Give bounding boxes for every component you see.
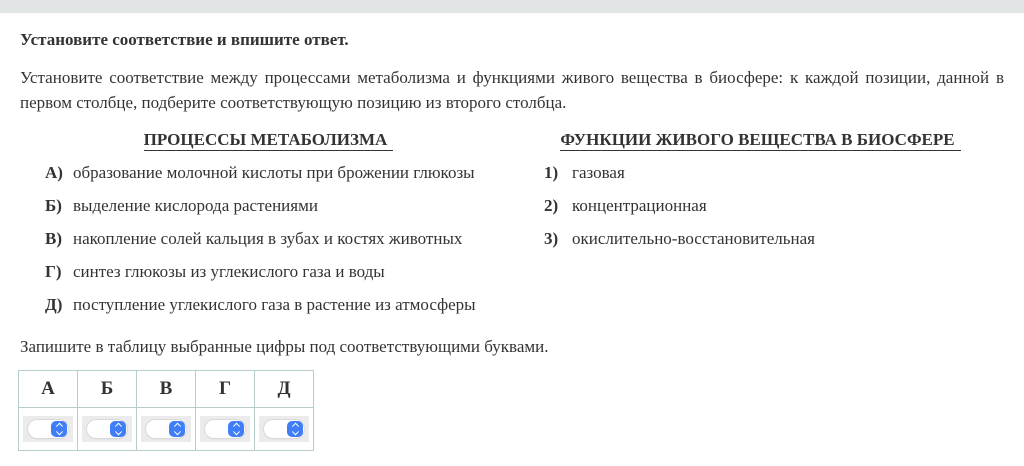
answer-cell-g [196, 408, 255, 451]
answer-cell-a [19, 408, 78, 451]
answer-spinner-b[interactable] [87, 420, 127, 438]
answer-spinner-a[interactable] [28, 420, 68, 438]
option-item-3 [544, 229, 1004, 249]
answer-input-box [82, 416, 132, 442]
option-number: 3) [544, 229, 559, 248]
stepper-button[interactable] [51, 421, 67, 437]
matching-columns [20, 130, 1004, 328]
answer-input-box [200, 416, 250, 442]
list-item-g [45, 262, 517, 282]
item-text: образование молочной кислоты при брожении глюкозы [73, 163, 475, 182]
option-number: 2) [544, 196, 559, 215]
list-item-d [45, 295, 517, 315]
list-item-v [45, 229, 517, 249]
answer-column-header-b: Б [78, 371, 137, 408]
answer-input-box [141, 416, 191, 442]
answer-cell-v [137, 408, 196, 451]
list-item-b [45, 196, 517, 216]
chevron-down-icon [114, 428, 121, 435]
chevron-down-icon [291, 428, 298, 435]
answer-cell-d [255, 408, 314, 451]
answer-table [18, 370, 314, 451]
answer-input-row [19, 408, 314, 451]
answer-column-header-a: А [19, 371, 78, 408]
option-item-1 [544, 163, 1004, 183]
column-metabolism-processes [20, 130, 517, 328]
item-letter: А) [45, 163, 63, 182]
option-number: 1) [544, 163, 559, 182]
item-letter: Г) [45, 262, 62, 281]
option-text: концентрационная [572, 196, 707, 215]
page-title: Установите соответствие и впишите ответ. [20, 30, 349, 49]
column-biosphere-functions [517, 130, 1004, 328]
answer-input-box [259, 416, 309, 442]
option-text: газовая [572, 163, 625, 182]
answer-cell-b [78, 408, 137, 451]
answer-input-a[interactable] [31, 422, 51, 436]
answer-column-header-v: В [137, 371, 196, 408]
answer-column-header-d: Д [255, 371, 314, 408]
item-letter: В) [45, 229, 62, 248]
chevron-down-icon [232, 428, 239, 435]
answer-input-d[interactable] [267, 422, 287, 436]
answer-input-v[interactable] [149, 422, 169, 436]
question-page [0, 29, 1024, 451]
answer-spinner-d[interactable] [264, 420, 304, 438]
item-text: синтез глюкозы из углекислого газа и воды [73, 262, 385, 281]
stepper-button[interactable] [169, 421, 185, 437]
left-column-header: ПРОЦЕССЫ МЕТАБОЛИЗМА [20, 130, 517, 150]
chevron-down-icon [55, 428, 62, 435]
chevron-down-icon [173, 428, 180, 435]
stepper-button[interactable] [110, 421, 126, 437]
item-letter: Б) [45, 196, 62, 215]
list-item-a [45, 163, 517, 183]
top-bar [0, 0, 1024, 13]
task-instruction: Установите соответствие между процессами метаболизма и функциями живого вещества в биосфере: к каждой позиции, данной в первом столбце, подберите соответствующую позицию из второго столбца. [20, 68, 1004, 112]
answer-spinner-g[interactable] [205, 420, 245, 438]
answer-instruction: Запишите в таблицу выбранные цифры под соответствующими буквами. [20, 337, 549, 356]
answer-input-g[interactable] [208, 422, 228, 436]
right-column-header: ФУНКЦИИ ЖИВОГО ВЕЩЕСТВА В БИОСФЕРЕ [517, 130, 1004, 150]
answer-input-b[interactable] [90, 422, 110, 436]
answer-column-header-g: Г [196, 371, 255, 408]
stepper-button[interactable] [228, 421, 244, 437]
answer-spinner-v[interactable] [146, 420, 186, 438]
item-letter: Д) [45, 295, 63, 314]
stepper-button[interactable] [287, 421, 303, 437]
answer-input-box [23, 416, 73, 442]
item-text: поступление углекислого газа в растение из атмосферы [73, 295, 476, 314]
answer-header-row [19, 371, 314, 408]
option-item-2 [544, 196, 1004, 216]
item-text: выделение кислорода растениями [73, 196, 318, 215]
item-text: накопление солей кальция в зубах и костях животных [73, 229, 463, 248]
option-text: окислительно-восстановительная [572, 229, 815, 248]
